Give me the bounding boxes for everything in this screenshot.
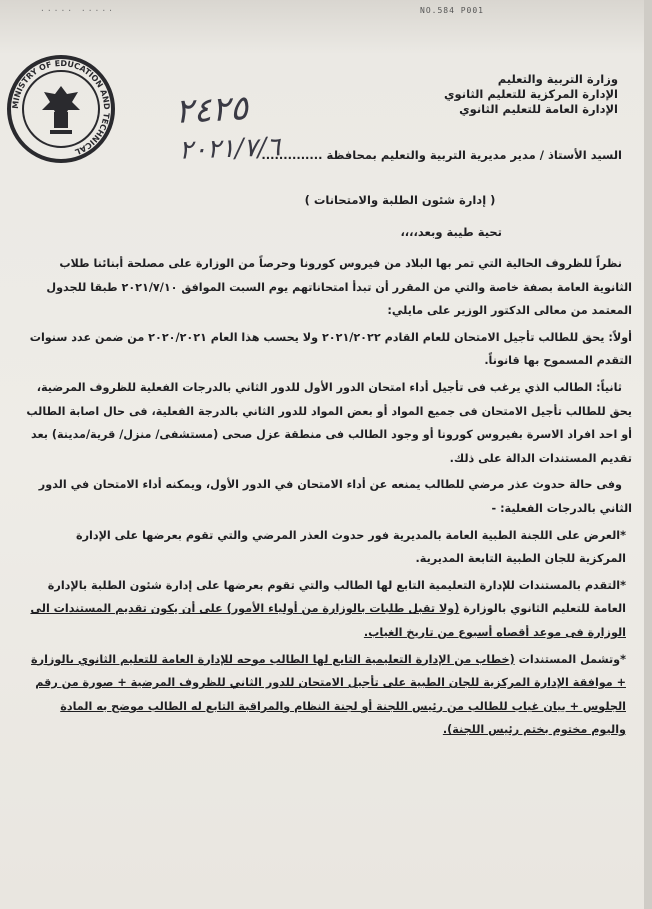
seal-ring-text: MINISTRY OF EDUCATION AND TECHNICAL xyxy=(10,58,112,157)
fax-header-left: ..... ..... xyxy=(40,4,115,13)
letter-body xyxy=(26,252,632,745)
greeting-line: تحية طيبة وبعد،،،، xyxy=(400,225,502,239)
fax-header: NO.584 P001 xyxy=(420,6,484,15)
second-point: ثانياً: الطالب الذي يرغب فى تأجيل أداء امتحان الدور الأول للدور الثاني بالدرجات الفعلية للظروف المرضية، يحق للطالب تأجيل الامتحان فى جميع المواد أو بعض المواد للدور الثاني بالدرجة الفعلية، فى حال اصابة الطالب أو احد افراد الاسرة بفيروس كورونا أو وجود الطالب فى منطقة عزل صحى (مستشفى/ منزل/ قرية/مدينة) بعد تقديم المستندات الدالة على ذلك. xyxy=(26,380,632,465)
bullet-submit-documents-text: *التقدم بالمستندات للإدارة التعليمية التابع لها الطالب والتي تقوم بعرضها على إدارة شئون الطلبة بالإدارة العامة للتعليم الثانوي بالوزارة xyxy=(47,578,626,616)
central-administration: الإدارة المركزية للتعليم الثانوي xyxy=(444,87,618,101)
intro-paragraph: نظراً للظروف الحالية التي تمر بها البلاد من فيروس كورونا وحرصاً من الوزارة على مصلحة أبنائنا طلاب الثانوية العامة بصفة خاصة والتي من المقرر أن تبدأ امتحاناتهم يوم السبت الموافق ٢٠٢١/٧/١٠ طبقا للجدول المعتمد من معالى الدكتور الوزير على مايلي: xyxy=(46,257,632,318)
bullet-required-documents-list: (خطاب من الإدارة التعليمية التابع لها الطالب موجه للإدارة العامة للتعليم الثانوي بالوزارة + موافقة الإدارة المركزية للجان الطبية على تأجيل الامتحان للدور الثاني للظروف المرضية + صورة من رقم الجلوس + بيان غياب للطالب من رئيس اللجنة أو لجنة النظام والمراقبة التابع له الطالب موضح به المادة واليوم مختوم بختم رئيس اللجنة). xyxy=(31,652,626,737)
third-point: وفى حالة حدوث عذر مرضي للطالب يمنعه عن أداء الامتحان في الدور الأول، ويمكنه أداء الامتحان في الدور الثاني بالدرجات الفعلية: - xyxy=(38,478,632,515)
bullet-required-documents-label: *وتشمل المستندات xyxy=(518,652,626,666)
bullet-medical-committee: *العرض على اللجنة الطبية العامة بالمديرية فور حدوث العذر المرضي والتي تقوم بعرضها على الإدارة المركزية للجان الطبية التابعة المديرية. xyxy=(75,528,626,566)
page-edge-shadow xyxy=(644,0,652,909)
first-point: أولاً: يحق للطالب تأجيل الامتحان للعام القادم ٢٠٢١/٢٠٢٢ ولا يحسب هذا العام ٢٠٢٠/٢٠٢١ من ضمن عدد سنوات التقدم المسموح بها قانوناً. xyxy=(29,330,632,368)
bullet-required-documents xyxy=(26,648,626,742)
ministry-letterhead xyxy=(388,72,618,117)
ministry-seal-icon xyxy=(4,52,118,166)
ministry-name: وزارة التربية والتعليم xyxy=(497,72,618,86)
handwritten-number: ٢٤٢٥ xyxy=(174,88,250,132)
bullet-submit-documents-deadline: (ولا تقبل طلبات بالوزارة من أولياء الأمور) على أن يكون تقديم المستندات الى الوزارة فى موعد أقصاه أسبوع من تاريخ الغياب. xyxy=(30,602,626,639)
handwritten-date: ٢٠٢١/٧/٦ xyxy=(178,132,281,166)
bullet-submit-documents xyxy=(26,574,626,645)
addressee-line: السيد الأستاذ / مدير مديرية التربية والتعليم بمحافظة .............. xyxy=(261,148,622,162)
general-administration: الإدارة العامة للتعليم الثانوي xyxy=(459,102,618,116)
subject-line: ( إدارة شئون الطلبة والامتحانات ) xyxy=(304,193,496,207)
